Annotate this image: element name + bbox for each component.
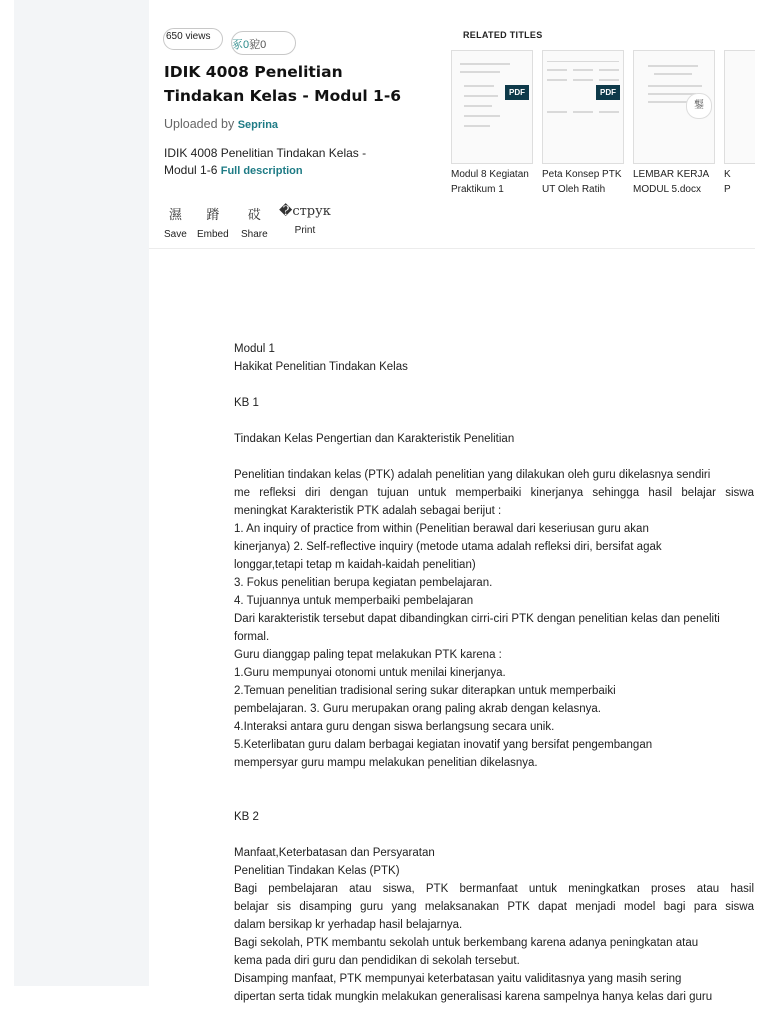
blank-line <box>234 826 768 844</box>
save-label: Save <box>164 229 187 240</box>
share-button[interactable] <box>241 204 268 240</box>
document-line: Hakikat Penelitian Tindakan Kelas <box>234 361 408 373</box>
related-item[interactable] <box>451 50 533 197</box>
pdf-badge: PDF <box>505 85 529 100</box>
print-icon: �струк <box>279 204 331 219</box>
related-titles-heading: RELATED TITLES <box>463 30 543 40</box>
document-line: Guru dianggap paling tepat melakukan PTK karena : <box>234 649 502 661</box>
document-line: me refleksi diri dengan tujuan untuk memperbaiki kinerjanya sehingga hasil belajar siswa <box>234 487 754 499</box>
blank-line <box>234 790 768 808</box>
document-title: IDIK 4008 Penelitian Tindakan Kelas - Modul 1-6 <box>164 63 402 105</box>
document-line: Manfaat,Keterbatasan dan Persyaratan <box>234 847 435 859</box>
document-line: pembelajaran. 3. Guru merupakan orang paling akrab dengan kelasnya. <box>234 703 601 715</box>
description-text: IDIK 4008 Penelitian Tindakan Kelas - Modul 1-6 <box>164 146 367 177</box>
full-description-link[interactable]: Full description <box>220 165 303 177</box>
embed-button[interactable] <box>197 204 229 240</box>
document-line: Disamping manfaat, PTK mempunyai keterbatasan yaitu validitasnya yang masih sering <box>234 973 682 985</box>
related-thumbnail[interactable] <box>451 50 533 164</box>
document-line: KB 1 <box>234 397 259 409</box>
document-line: Penelitian Tindakan Kelas (PTK) <box>234 865 400 877</box>
document-line: dalam bersikap kr yerhadap hasil belajarnya. <box>234 919 463 931</box>
blank-line <box>234 376 768 394</box>
related-thumbnail[interactable] <box>724 50 755 164</box>
share-icon: 砹 <box>247 208 261 223</box>
thumbs-up-icon[interactable]: 豖0 <box>232 39 250 51</box>
related-caption[interactable]: Peta Konsep PTK UT Oleh Ratih <box>542 169 622 195</box>
document-line: 4. Tujuannya untuk memperbaiki pembelajaran <box>234 595 474 607</box>
document-line: Bagi sekolah, PTK membantu sekolah untuk berkembang karena adanya peningkatan atau <box>234 937 699 949</box>
document-line: dipertan serta tidak mungkin melakukan generalisasi karena sampelnya hanya kelas dari guru <box>234 991 713 1003</box>
document-line: Dari karakteristik tersebut dapat dibandingkan cirri-ciri PTK dengan penelitian kelas dan peneliti <box>234 613 720 625</box>
document-line: KB 2 <box>234 811 259 823</box>
pdf-badge: PDF <box>596 85 620 100</box>
print-label: Print <box>294 225 316 236</box>
document-line: belajar sis disamping guru yang melaksanakan PTK dapat menjadi model bagi para siswa <box>234 901 754 913</box>
embed-icon: 蹐 <box>206 208 220 223</box>
document-line: Penelitian tindakan kelas (PTK) adalah penelitian yang dilakukan oleh guru dikelasnya sendiri <box>234 469 711 481</box>
related-caption[interactable]: LEMBAR KERJA MODUL 5.docx <box>633 169 709 195</box>
save-icon: 濕 <box>168 208 182 223</box>
vote-buttons[interactable] <box>231 31 296 55</box>
document-line: meningkat Karakteristik PTK adalah sebagai berijut : <box>234 505 502 517</box>
share-label: Share <box>241 229 268 240</box>
document-line: Modul 1 <box>234 343 275 355</box>
document-header <box>149 0 755 249</box>
blank-line <box>234 772 768 790</box>
thumbs-down-icon[interactable]: 豟0 <box>249 39 267 51</box>
document-line: kema pada diri guru dan pendidikan di sekolah tersebut. <box>234 955 520 967</box>
views-count: 650 views <box>163 28 223 50</box>
document-line: Bagi pembelajaran atau siswa, PTK bermanfaat untuk meningkatkan proses atau hasil <box>234 883 754 895</box>
document-line: formal. <box>234 631 270 643</box>
blank-line <box>234 412 768 430</box>
embed-label: Embed <box>197 229 229 240</box>
uploaded-by <box>164 117 278 131</box>
document-line: 4.Interaksi antara guru dengan siswa berlangsung secara unik. <box>234 721 555 733</box>
related-thumbnail[interactable] <box>542 50 624 164</box>
document-line: 5.Keterlibatan guru dalam berbagai kegiatan inovatif yang bersifat pengembangan <box>234 739 653 751</box>
document-line: 1. An inquiry of practice from within (Penelitian berawal dari keseriusan guru akan <box>234 523 649 535</box>
cursor-icon: 鑋 <box>686 93 712 119</box>
document-line: Tindakan Kelas Pengertian dan Karakteristik Penelitian <box>234 433 515 445</box>
document-line: mempersyar guru mampu melakukan penelitian dikelasnya. <box>234 757 538 769</box>
blank-line <box>234 448 768 466</box>
document-body <box>234 340 768 1006</box>
related-thumbnail[interactable] <box>633 50 715 164</box>
document-line: 3. Fokus penelitian berupa kegiatan pembelajaran. <box>234 577 493 589</box>
document-line: 1.Guru mempunyai otonomi untuk menilai kinerjanya. <box>234 667 506 679</box>
related-caption[interactable]: K P <box>724 169 731 195</box>
related-caption[interactable]: Modul 8 Kegiatan Praktikum 1 <box>451 169 529 195</box>
print-button[interactable] <box>279 204 331 236</box>
related-item[interactable] <box>542 50 624 197</box>
left-sidebar <box>14 0 149 986</box>
document-line: kinerjanya) 2. Self-reflective inquiry (metode utama adalah refleksi diri, bersifat agak <box>234 541 662 553</box>
document-line: 2.Temuan penelitian tradisional sering sukar diterapkan untuk memperbaiki <box>234 685 616 697</box>
save-button[interactable] <box>164 204 187 240</box>
document-description <box>164 145 379 180</box>
related-item[interactable] <box>633 50 715 197</box>
related-item[interactable] <box>724 50 755 197</box>
uploader-link[interactable]: Seprina <box>237 119 279 131</box>
uploaded-label: Uploaded by <box>164 117 235 131</box>
document-line: longgar,tetapi tetap m kaidah-kaidah penelitian) <box>234 559 476 571</box>
